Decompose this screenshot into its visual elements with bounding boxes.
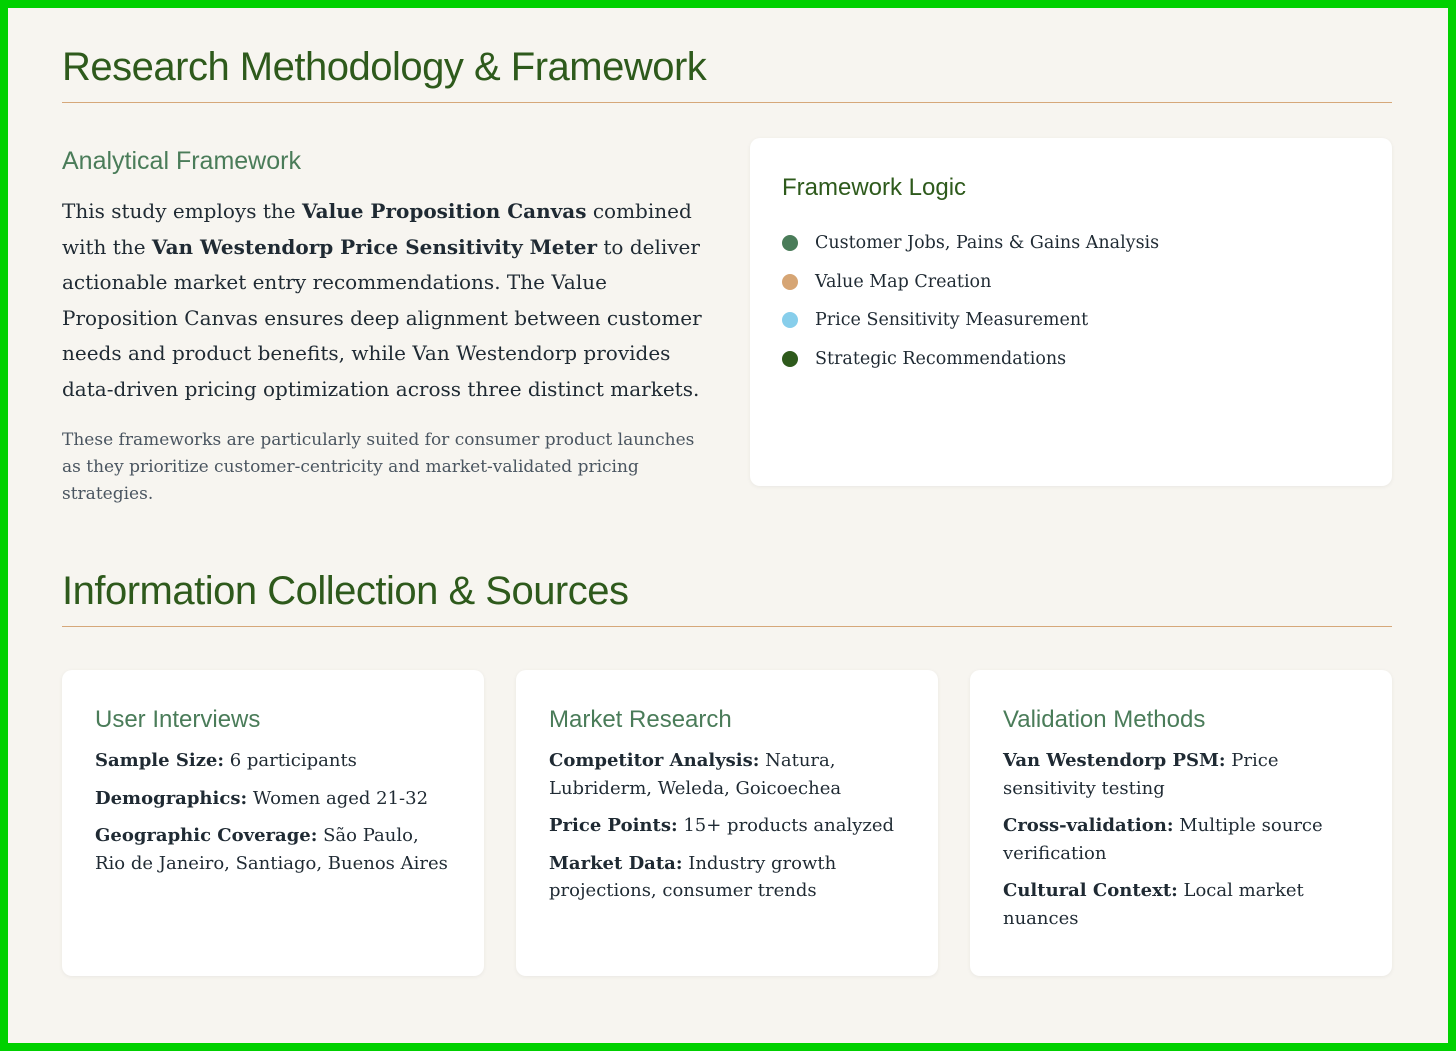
item-key: Competitor Analysis: (549, 750, 760, 771)
item-value: Women aged 21-32 (247, 787, 429, 809)
card-item (549, 850, 905, 905)
framework-logic-heading: Framework Logic (782, 174, 967, 201)
item-key: Demographics: (95, 787, 248, 809)
item-value: São Paulo, Rio de Janeiro, Santiago, Buenos Aires (95, 825, 448, 874)
item-key: Van Westendorp PSM: (1003, 750, 1226, 771)
card-item (95, 747, 451, 775)
framework-logic-card (750, 138, 1392, 486)
logic-item (782, 340, 1360, 379)
bullet-dot-icon (782, 312, 798, 328)
card-item (549, 812, 905, 840)
card-heading: Validation Methods (1003, 706, 1206, 733)
analytical-framework (62, 147, 707, 504)
card-item (1003, 877, 1359, 932)
analytical-framework-text (62, 194, 707, 407)
van-westendorp-term: Van Westendorp Price Sensitivity Meter (151, 234, 598, 259)
logic-item-label: Customer Jobs, Pains & Gains Analysis (815, 233, 1160, 254)
card-item (95, 822, 451, 877)
page (62, 8, 1392, 976)
item-key: Cultural Context: (1003, 880, 1178, 901)
card-item (1003, 747, 1359, 802)
section-title-methodology: Research Methodology & Framework (62, 45, 1392, 103)
value-proposition-canvas-term: Value Proposition Canvas (301, 199, 587, 223)
item-value: Natura, Lubriderm, Weleda, Goicoechea (549, 750, 842, 799)
card-item (1003, 812, 1359, 867)
bullet-dot-icon (782, 235, 798, 251)
market-research-card (516, 670, 938, 976)
logic-item (782, 263, 1360, 302)
logic-item (782, 301, 1360, 340)
text-run: This study employs the (62, 199, 302, 223)
item-key: Cross-validation: (1003, 815, 1174, 836)
item-key: Sample Size: (95, 750, 225, 771)
card-item (95, 785, 451, 813)
item-value: Industry growth projections, consumer trends (549, 852, 837, 901)
card-heading: Market Research (549, 706, 732, 733)
item-value: 6 participants (224, 750, 357, 771)
framework-logic-list (782, 224, 1360, 378)
text-run: to deliver actionable market entry recommendations. The Value Proposition Canvas ensures deep alignment between customer needs and product benefits, while Van Westendorp provides data-driven pricing optimization across three distinct markets. (62, 234, 702, 401)
item-key: Market Data: (549, 852, 683, 874)
item-value: Multiple source verification (1003, 815, 1323, 864)
card-heading: User Interviews (95, 706, 261, 733)
item-value: 15+ products analyzed (677, 815, 895, 836)
methodology-row (62, 147, 1392, 504)
item-value: Price sensitivity testing (1003, 750, 1279, 799)
logic-item-label: Value Map Creation (815, 271, 992, 292)
bullet-dot-icon (782, 351, 798, 367)
logic-item-label: Strategic Recommendations (815, 348, 1067, 369)
user-interviews-card (62, 670, 484, 976)
card-item (549, 747, 905, 802)
item-value: Local market nuances (1003, 880, 1304, 929)
analytical-framework-heading: Analytical Framework (62, 147, 301, 175)
validation-methods-card (970, 670, 1392, 976)
text-run: combined with the (62, 199, 692, 259)
logic-item (782, 224, 1360, 263)
logic-item-label: Price Sensitivity Measurement (815, 310, 1089, 331)
sources-row (62, 670, 1392, 976)
item-key: Geographic Coverage: (95, 825, 318, 846)
section-title-sources: Information Collection & Sources (62, 569, 1392, 627)
framework-note: These frameworks are particularly suited for consumer product launches as they prioritize customer-centricity and market-validated pricing strategies. (62, 430, 695, 504)
item-key: Price Points: (549, 815, 678, 836)
bullet-dot-icon (782, 274, 798, 290)
